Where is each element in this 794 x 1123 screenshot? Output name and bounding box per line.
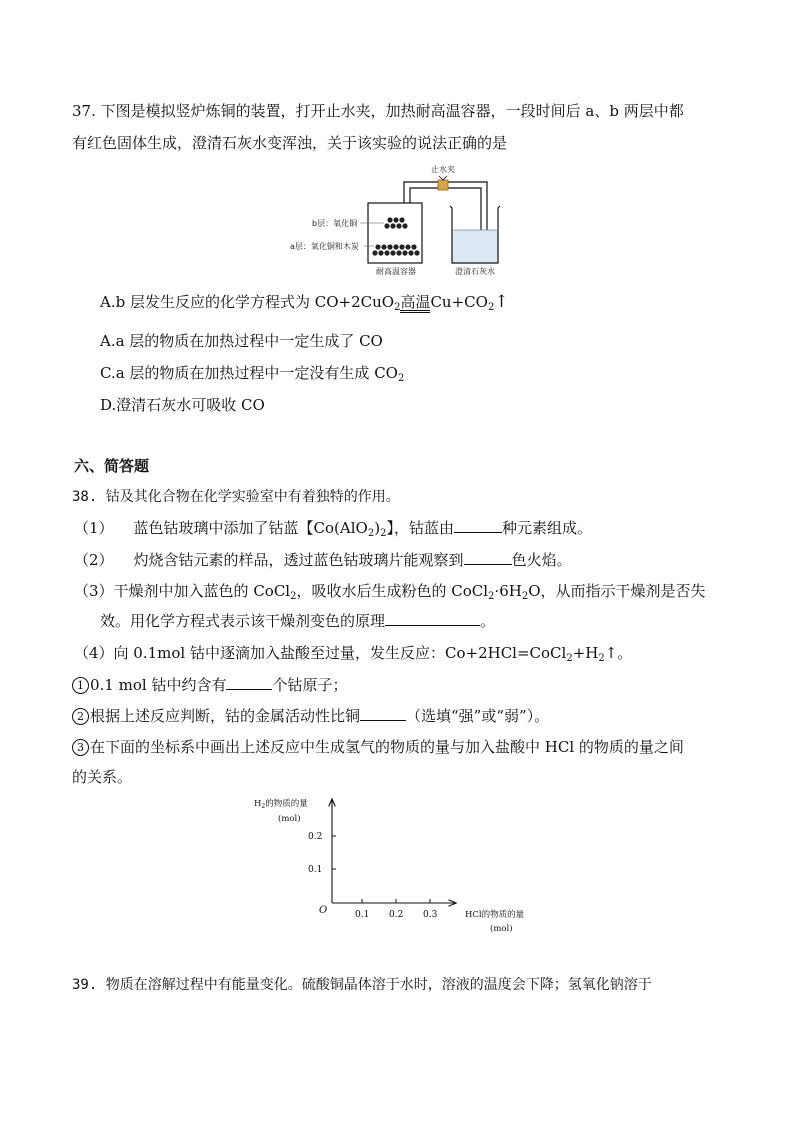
- container-label: 耐高温容器: [376, 267, 416, 276]
- q37-option-a2: A.a 层的物质在加热过程中一定生成了 CO: [100, 332, 383, 350]
- section-title: 六、简答题: [74, 457, 150, 475]
- smelting-apparatus-diagram: [290, 160, 520, 280]
- q38-part4: （4）向 0.1mol 钴中逐滴加入盐酸至过量，发生反应：$Co+2HCl=CoCl_2+H_2↑$。: [74, 644, 633, 664]
- clamp-label: 止水夹: [431, 165, 455, 174]
- reaction-condition: 高温: [400, 293, 431, 311]
- answer-blank[interactable]: [385, 611, 480, 626]
- limewater-fill: [452, 230, 498, 263]
- circled-number-1: 1: [72, 677, 89, 694]
- y-axis-label: $H_2$的物质的量: [254, 799, 308, 810]
- answer-blank[interactable]: [360, 706, 406, 721]
- b-layer-spheres: [384, 217, 407, 228]
- q38-part1: （1） 蓝色钴玻璃中添加了钴蓝【$Co(AlO_2)_2$】，钴蓝由 种元素组成。: [74, 519, 592, 539]
- q38-part3-line2: 效。用化学方程式表示该干燥剂变色的原理 。: [100, 612, 496, 630]
- circled-number-2: 2: [72, 708, 89, 725]
- q38-sub3-line1: 3 在下面的坐标系中画出上述反应中生成氢气的物质的量与加入盐酸中 HCl 的物质的量之间: [72, 737, 684, 757]
- answer-blank[interactable]: [226, 675, 272, 690]
- y-axis-unit: (mol): [278, 814, 301, 824]
- q39-line1: 39. 物质在溶解过程中有能量变化。硫酸铜晶体溶于水时，溶液的温度会下降；氢氧化钠溶于: [72, 977, 652, 993]
- x-tick-label: 0.2: [389, 910, 404, 920]
- answer-coordinate-system[interactable]: [240, 796, 560, 941]
- q38-intro: 38. 钴及其化合物在化学实验室中有着独特的作用。: [72, 489, 400, 505]
- q38-sub1: 1 0.1 mol 钴中约含有 个钴原子；: [72, 675, 347, 695]
- answer-blank[interactable]: [464, 550, 512, 565]
- q38-sub2: 2 根据上述反应判断，钴的金属活动性比铜 （选填“强”或“弱”）。: [72, 706, 549, 726]
- a-layer-spheres: [372, 244, 419, 255]
- q37-option-c: C.a 层的物质在加热过程中一定没有生成 $CO_2$: [100, 364, 405, 384]
- x-axis-label: HCl的物质的量: [465, 910, 525, 920]
- origin-label: O: [319, 905, 328, 916]
- clamp-icon: [438, 180, 448, 190]
- b-layer-label: b层：氧化铜: [312, 219, 358, 228]
- x-tick-label: 0.3: [423, 910, 438, 920]
- q38-part2: （2） 灼烧含钴元素的样品，透过蓝色钴玻璃片能观察到 色火焰。: [74, 551, 572, 569]
- a-layer-label: a层：氧化铜和木炭: [290, 242, 359, 251]
- q37-option-d: D.澄清石灰水可吸收 CO: [100, 396, 265, 414]
- answer-blank[interactable]: [454, 518, 502, 533]
- q38-part3-line1: （3）干燥剂中加入蓝色的 CoCl$_2$，吸收水后生成粉色的 $CoCl_2\cdot 6H_2O$，从而指示干燥剂是否失: [74, 582, 706, 602]
- circled-number-3: 3: [72, 739, 89, 756]
- limewater-label: 澄清石灰水: [455, 267, 495, 276]
- x-axis-unit: (mol): [490, 924, 513, 934]
- y-tick-label: 0.1: [308, 865, 323, 875]
- q37-option-a1: A.b 层发生反应的化学方程式为 CO+2CuO$_2$高温$Cu+CO_2↑$: [100, 292, 509, 313]
- q37-line1: 37. 下图是模拟竖炉炼铜的装置，打开止水夹，加热耐高温容器，一段时间后 a、b 两层中都: [72, 102, 684, 120]
- q37-line2: 有红色固体生成，澄清石灰水变浑浊，关于该实验的说法正确的是: [72, 134, 508, 152]
- y-tick-label: 0.2: [308, 832, 323, 842]
- x-tick-label: 0.1: [355, 910, 370, 920]
- q38-sub3-line2: 的关系。: [72, 768, 133, 786]
